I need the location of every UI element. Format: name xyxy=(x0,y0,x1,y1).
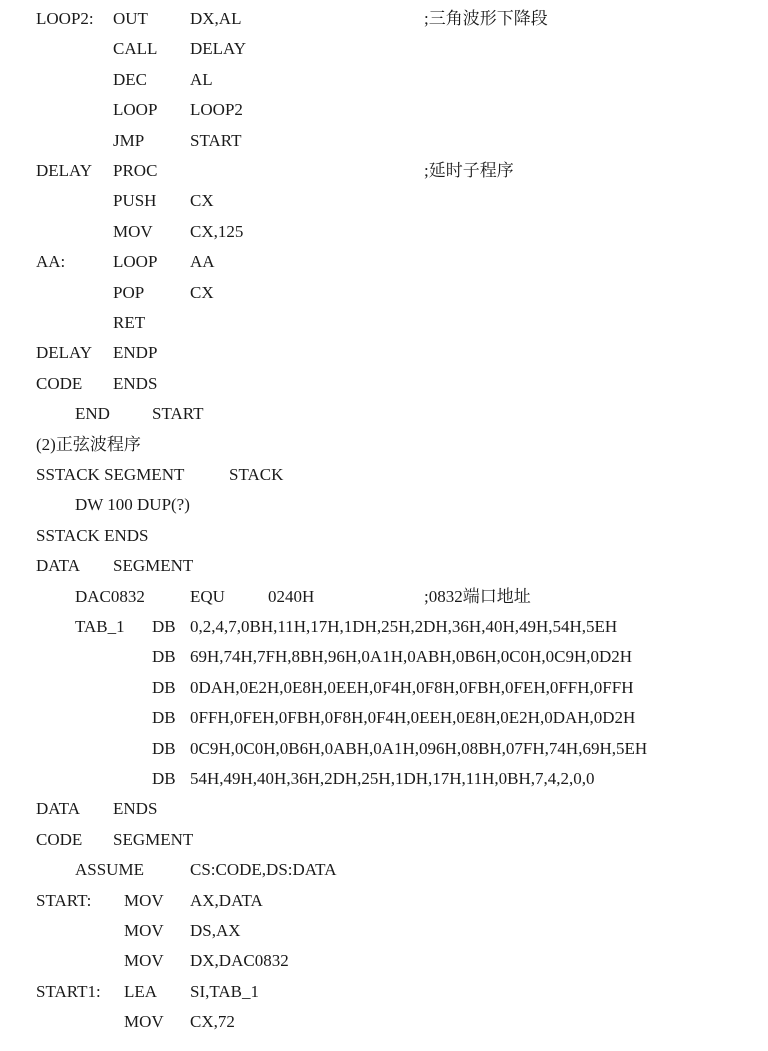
code-token: DATA xyxy=(36,799,80,819)
code-token: MOV xyxy=(124,890,164,910)
code-line xyxy=(0,524,768,548)
code-line xyxy=(0,797,768,821)
code-line xyxy=(0,37,768,61)
code-token: DB xyxy=(152,738,176,758)
code-line xyxy=(0,68,768,92)
code-token: STACK xyxy=(229,465,284,484)
code-token: DELAY xyxy=(36,343,93,363)
code-token: EQU xyxy=(190,586,225,606)
code-line xyxy=(0,767,768,791)
code-line xyxy=(0,159,768,183)
code-line xyxy=(0,858,768,882)
code-token: CS:CODE,DS:DATA xyxy=(190,860,337,880)
code-token: AA xyxy=(190,252,215,272)
code-token: (2)正弦波程序 xyxy=(36,434,141,454)
code-line xyxy=(0,281,768,305)
code-token: 0240H xyxy=(268,586,315,606)
code-token: CALL xyxy=(113,39,158,59)
code-token: DW 100 DUP(?) xyxy=(75,495,190,515)
code-token: LOOP2 xyxy=(190,100,243,120)
code-token: OUT xyxy=(113,9,148,28)
code-token: CODE xyxy=(36,829,83,849)
code-line xyxy=(0,949,768,973)
code-token: TAB_1 xyxy=(75,617,125,636)
code-line xyxy=(0,463,768,487)
code-token: START1: xyxy=(36,981,101,1001)
code-token: ASSUME xyxy=(75,860,144,880)
code-line xyxy=(0,129,768,153)
code-token: MOV xyxy=(124,1012,164,1032)
code-line xyxy=(0,980,768,1004)
code-line xyxy=(0,615,768,639)
code-line xyxy=(0,372,768,396)
code-token: DB xyxy=(152,677,176,697)
code-token: SSTACK ENDS xyxy=(36,525,149,545)
code-token: JMP xyxy=(113,130,145,150)
code-token: CX,125 xyxy=(190,221,244,241)
code-token: DX,AL xyxy=(190,9,242,28)
code-token: 0,2,4,7,0BH,11H,17H,1DH,25H,2DH,36H,40H,49H,54H,5EH xyxy=(190,617,618,636)
code-token: DB xyxy=(152,769,176,788)
code-line xyxy=(0,554,768,578)
code-token: DEC xyxy=(113,69,147,89)
code-token: PROC xyxy=(113,161,158,180)
code-token: DX,DAC0832 xyxy=(190,951,289,971)
code-token: PUSH xyxy=(113,191,157,211)
code-token: LOOP xyxy=(113,252,158,272)
code-token: DS,AX xyxy=(190,921,241,940)
code-token: AX,DATA xyxy=(190,890,263,910)
code-token: 0C9H,0C0H,0B6H,0ABH,0A1H,096H,08BH,07FH,74H,69H,5EH xyxy=(190,738,648,758)
code-token: ;延时子程序 xyxy=(424,161,514,180)
code-token: LOOP xyxy=(113,100,158,120)
code-token: ENDS xyxy=(113,373,158,393)
code-token: ENDS xyxy=(113,799,158,819)
code-token: LEA xyxy=(124,981,158,1001)
code-token: START xyxy=(190,130,242,150)
code-line xyxy=(0,189,768,213)
code-line xyxy=(0,250,768,274)
code-token: CX,72 xyxy=(190,1012,235,1032)
code-line xyxy=(0,828,768,852)
code-token: ENDP xyxy=(113,343,158,363)
code-line xyxy=(0,645,768,669)
code-token: CODE xyxy=(36,373,83,393)
code-token: DB xyxy=(152,708,176,728)
code-token: DELAY xyxy=(36,161,93,180)
code-line xyxy=(0,493,768,517)
code-token: SEGMENT xyxy=(113,556,194,576)
code-token: START xyxy=(152,404,204,424)
code-token: SSTACK SEGMENT xyxy=(36,465,185,484)
code-line xyxy=(0,402,768,426)
code-token: CX xyxy=(190,282,214,302)
code-line xyxy=(0,311,768,335)
code-token: LOOP2: xyxy=(36,9,94,28)
code-line xyxy=(0,889,768,913)
code-token: AA: xyxy=(36,252,66,272)
code-token: ;0832端口地址 xyxy=(424,586,531,606)
code-line xyxy=(0,98,768,122)
code-line xyxy=(0,341,768,365)
code-line xyxy=(0,220,768,244)
code-token: 54H,49H,40H,36H,2DH,25H,1DH,17H,11H,0BH,7,4,2,0,0 xyxy=(190,769,595,788)
code-token: RET xyxy=(113,313,146,332)
code-line xyxy=(0,433,768,457)
code-line xyxy=(0,1010,768,1034)
code-line xyxy=(0,706,768,730)
code-token: START: xyxy=(36,890,92,910)
code-token: 0DAH,0E2H,0E8H,0EEH,0F4H,0F8H,0FBH,0FEH,0FFH,0FFH xyxy=(190,677,634,697)
code-token: POP xyxy=(113,282,145,302)
code-token: MOV xyxy=(124,951,164,971)
code-token: DATA xyxy=(36,556,80,576)
code-token: DELAY xyxy=(190,39,247,59)
code-token: SEGMENT xyxy=(113,829,194,849)
code-line xyxy=(0,585,768,609)
code-token: DB xyxy=(152,617,176,636)
code-line xyxy=(0,737,768,761)
code-token: DB xyxy=(152,647,176,667)
code-token: CX xyxy=(190,191,214,211)
code-token: 69H,74H,7FH,8BH,96H,0A1H,0ABH,0B6H,0C0H,0C9H,0D2H xyxy=(190,647,633,667)
code-token: END xyxy=(75,404,110,424)
code-token: DAC0832 xyxy=(75,586,145,606)
code-line xyxy=(0,919,768,943)
code-token: ;三角波形下降段 xyxy=(424,9,548,28)
code-token: MOV xyxy=(113,221,153,241)
code-token: 0FFH,0FEH,0FBH,0F8H,0F4H,0EEH,0E8H,0E2H,0DAH,0D2H xyxy=(190,708,636,728)
code-line xyxy=(0,7,768,31)
code-token: SI,TAB_1 xyxy=(190,981,260,1001)
code-token: MOV xyxy=(124,921,164,940)
code-token: AL xyxy=(190,69,213,89)
code-line xyxy=(0,676,768,700)
